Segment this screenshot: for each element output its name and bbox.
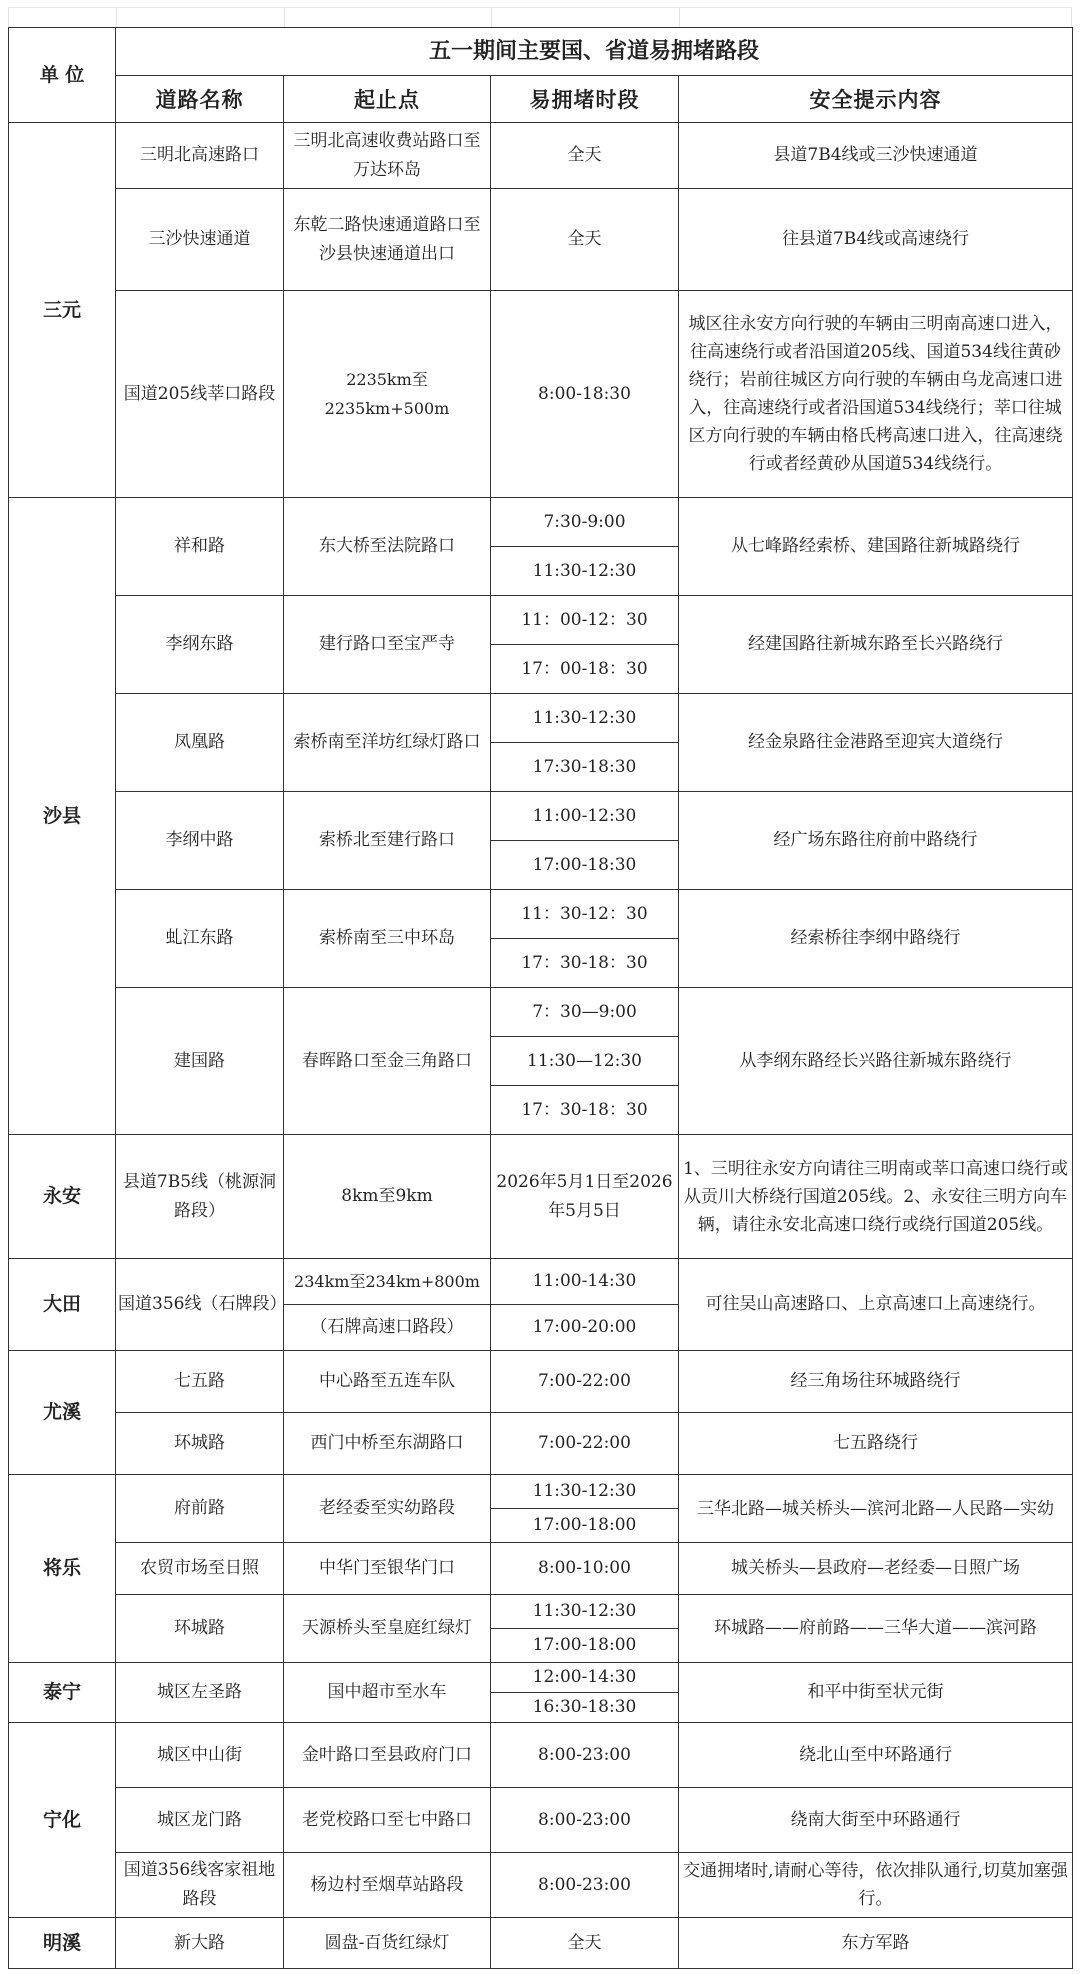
table-row [9,1723,1073,1788]
road-time: 11：00-12：30 [491,596,679,645]
road-name: 环城路 [116,1413,284,1475]
unit-mingxi: 明溪 [9,1918,116,1969]
road-name: 七五路 [116,1351,284,1413]
table-row [9,1788,1073,1853]
road-time: 17:00-18:00 [491,1629,679,1663]
road-range: 杨边村至烟草站路段 [284,1853,491,1918]
road-time: 8:00-10:00 [491,1543,679,1595]
road-tip: 经广场东路往府前中路绕行 [679,792,1073,890]
table-row [9,988,1073,1037]
road-tip: 经建国路往新城东路至长兴路绕行 [679,596,1073,694]
road-time: 11:30-12:30 [491,547,679,596]
road-tip: 和平中街至状元街 [679,1663,1073,1723]
road-range: 索桥南至洋坊红绿灯路口 [284,694,491,792]
table-row [9,1918,1073,1969]
road-time: 11:30—12:30 [491,1037,679,1086]
road-name: 国道356线客家祖地路段 [116,1853,284,1918]
road-range: 西门中桥至东湖路口 [284,1413,491,1475]
table-title: 五一期间主要国、省道易拥堵路段 [116,28,1073,76]
road-tip: 从七峰路经索桥、建国路往新城路绕行 [679,498,1073,596]
unit-youxi: 尤溪 [9,1351,116,1475]
road-range: 天源桥头至皇庭红绿灯 [284,1595,491,1663]
table-row [9,694,1073,743]
road-time: 7:30-9:00 [491,498,679,547]
road-name: 环城路 [116,1595,284,1663]
table-row [9,291,1073,498]
table-row [9,596,1073,645]
table-row [9,1259,1073,1305]
road-tip: 绕北山至中环路通行 [679,1723,1073,1788]
road-time: 7：30—9:00 [491,988,679,1037]
road-time: 11:30-12:30 [491,1595,679,1629]
table-row [9,792,1073,841]
road-range: 索桥北至建行路口 [284,792,491,890]
table-row [9,189,1073,291]
road-time: 全天 [491,1918,679,1969]
road-tip: 城关桥头—县政府—老经委—日照广场 [679,1543,1073,1595]
road-time: 17:30-18:30 [491,743,679,792]
road-name: 新大路 [116,1918,284,1969]
road-time: 11:30-12:30 [491,1475,679,1509]
unit-header: 单 位 [9,28,116,123]
table-row [9,123,1073,189]
road-tip: 环城路——府前路——三华大道——滨河路 [679,1595,1073,1663]
road-range: 圆盘-百货红绿灯 [284,1918,491,1969]
congestion-table [8,27,1073,1969]
unit-shaxian: 沙县 [9,498,116,1135]
road-range: 东乾二路快速通道路口至沙县快速通道出口 [284,189,491,291]
unit-sanyuan: 三元 [9,123,116,498]
table-row [9,890,1073,939]
road-time: 8:00-23:00 [491,1853,679,1918]
road-time: 11:00-14:30 [491,1259,679,1305]
col-header-road: 道路名称 [116,76,284,123]
road-name: 农贸市场至日照 [116,1543,284,1595]
road-name: 凤凰路 [116,694,284,792]
road-tip: 1、三明往永安方向请往三明南或莘口高速口绕行或从贡川大桥绕行国道205线。2、永安往三明方向车辆，请往永安北高速口绕行或绕行国道205线。 [679,1135,1073,1259]
road-name: 府前路 [116,1475,284,1543]
table-row [9,1853,1073,1918]
road-tip: 绕南大街至中环路通行 [679,1788,1073,1853]
road-time: 17：00-18：30 [491,645,679,694]
road-tip: 县道7B4线或三沙快速通道 [679,123,1073,189]
road-tip: 经三角场往环城路绕行 [679,1351,1073,1413]
road-time: 全天 [491,123,679,189]
col-header-time: 易拥堵时段 [491,76,679,123]
road-tip: 交通拥堵时,请耐心等待，依次排队通行,切莫加塞强行。 [679,1853,1073,1918]
road-range: （石牌高速口路段） [284,1305,491,1351]
road-name: 三沙快速通道 [116,189,284,291]
road-name: 县道7B5线（桃源洞路段） [116,1135,284,1259]
unit-datian: 大田 [9,1259,116,1351]
road-time: 2026年5月1日至2026年5月5日 [491,1135,679,1259]
road-time: 17:00-18:00 [491,1509,679,1543]
table-row [9,1663,1073,1693]
road-name: 国道356线（石牌段） [116,1259,284,1351]
road-range: 中心路至五连车队 [284,1351,491,1413]
table-row [9,1135,1073,1259]
road-name: 祥和路 [116,498,284,596]
road-time: 17:00-18:30 [491,841,679,890]
road-time: 11:00-12:30 [491,792,679,841]
road-tip: 经索桥往李纲中路绕行 [679,890,1073,988]
spreadsheet-grid-strip [8,7,1072,28]
table-row [9,1595,1073,1629]
road-time: 7:00-22:00 [491,1413,679,1475]
road-time: 8:00-23:00 [491,1723,679,1788]
road-time: 8:00-23:00 [491,1788,679,1853]
unit-yongan: 永安 [9,1135,116,1259]
road-time: 11：30-12：30 [491,890,679,939]
road-range: 老经委至实幼路段 [284,1475,491,1543]
road-tip: 三华北路—城关桥头—滨河北路—人民路—实幼 [679,1475,1073,1543]
road-range: 三明北高速收费站路口至万达环岛 [284,123,491,189]
road-range: 东大桥至法院路口 [284,498,491,596]
road-time: 12:00-14:30 [491,1663,679,1693]
road-range: 中华门至银华门口 [284,1543,491,1595]
road-tip: 七五路绕行 [679,1413,1073,1475]
road-name: 建国路 [116,988,284,1135]
road-time: 17:00-20:00 [491,1305,679,1351]
table-row [9,498,1073,547]
col-header-tip: 安全提示内容 [679,76,1073,123]
road-tip: 经金泉路往金港路至迎宾大道绕行 [679,694,1073,792]
road-time: 7:00-22:00 [491,1351,679,1413]
road-range: 索桥南至三中环岛 [284,890,491,988]
road-name: 国道205线莘口路段 [116,291,284,498]
road-range: 建行路口至宝严寺 [284,596,491,694]
road-tip: 从李纲东路经长兴路往新城东路绕行 [679,988,1073,1135]
road-time: 17：30-18：30 [491,1086,679,1135]
road-name: 李纲东路 [116,596,284,694]
road-range: 2235km至2235km+500m [284,291,491,498]
table-row [9,1413,1073,1475]
road-range: 234km至234km+800m [284,1259,491,1305]
table-row [9,1475,1073,1509]
table-row [9,1351,1073,1413]
road-time: 17：30-18：30 [491,939,679,988]
road-name: 虬江东路 [116,890,284,988]
road-time: 11:30-12:30 [491,694,679,743]
unit-ninghua: 宁化 [9,1723,116,1918]
road-range: 春晖路口至金三角路口 [284,988,491,1135]
unit-jiangle: 将乐 [9,1475,116,1663]
road-tip: 可往吴山高速路口、上京高速口上高速绕行。 [679,1259,1073,1351]
road-name: 城区龙门路 [116,1788,284,1853]
road-name: 城区左圣路 [116,1663,284,1723]
road-tip: 往县道7B4线或高速绕行 [679,189,1073,291]
road-range: 国中超市至水车 [284,1663,491,1723]
road-name: 李纲中路 [116,792,284,890]
road-tip: 城区往永安方向行驶的车辆由三明南高速口进入，往高速绕行或者沿国道205线、国道534线往黄砂绕行；岩前往城区方向行驶的车辆由乌龙高速口进入，往高速绕行或者沿国道534线绕行；莘口往城区方向行驶的车辆由格氏栲高速口进入，往高速绕行或者经黄砂从国道534线绕行。 [679,291,1073,498]
road-tip: 东方军路 [679,1918,1073,1969]
road-time: 8:00-18:30 [491,291,679,498]
table-row [9,1543,1073,1595]
road-time: 16:30-18:30 [491,1693,679,1723]
unit-taining: 泰宁 [9,1663,116,1723]
road-name: 城区中山街 [116,1723,284,1788]
road-name: 三明北高速路口 [116,123,284,189]
road-time: 全天 [491,189,679,291]
col-header-range: 起止点 [284,76,491,123]
road-range: 金叶路口至县政府门口 [284,1723,491,1788]
road-range: 8km至9km [284,1135,491,1259]
road-range: 老党校路口至七中路口 [284,1788,491,1853]
